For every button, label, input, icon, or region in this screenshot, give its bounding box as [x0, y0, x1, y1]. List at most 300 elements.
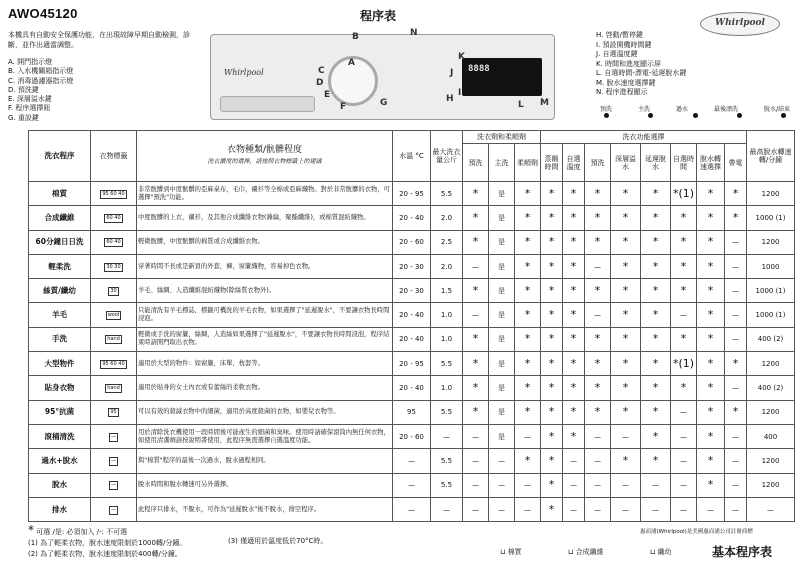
temperature: 20 - 30	[393, 254, 431, 278]
intro-text: 本機具有自動安全保護功能，在出現故障早期自動檢測，診斷，並作出適當調整。	[8, 31, 190, 49]
option-cell: 是	[489, 352, 515, 376]
care-label	[91, 254, 137, 278]
option-cell: —	[671, 424, 697, 448]
option-cell: *	[641, 376, 671, 400]
program-name: 手洗	[29, 327, 91, 351]
spin-speed: —	[747, 497, 795, 521]
option-cell: *	[541, 182, 563, 206]
temperature: 20 - 40	[393, 303, 431, 327]
table-row	[29, 376, 795, 400]
spin-speed: 400 (2)	[747, 376, 795, 400]
temperature: 20 - 40	[393, 206, 431, 230]
option-cell: 是	[489, 279, 515, 303]
fabric-description: 與"棉質"程序的最後一次過水，脫水過程相同。	[137, 449, 393, 473]
temperature: 20 - 95	[393, 182, 431, 206]
callout-c: C	[318, 66, 325, 76]
basic-program-table-label: 基本程序表	[712, 545, 773, 559]
col-group-detergent: 洗衣劑和柔順劑	[463, 131, 541, 144]
max-load: 1.5	[431, 279, 463, 303]
right-legend-item: L. 自選時間-漂電-延遲脫水鍵	[596, 69, 687, 77]
care-label	[91, 206, 137, 230]
option-cell: *	[611, 352, 641, 376]
option-cell: *	[697, 473, 725, 497]
option-cell: *	[725, 206, 747, 230]
option-cell: *	[463, 352, 489, 376]
option-cell: *	[697, 352, 725, 376]
fabric-description: 用於清除洗衣機使用一段時間後可能產生的細菌和臭味。使用時請確保滾筒內無任何衣物，如使用清潔劑請按說明書使用，此程序無需選擇自選溫度功能。	[137, 424, 393, 448]
option-cell: —	[585, 303, 611, 327]
option-cell: *	[725, 352, 747, 376]
care-label	[91, 182, 137, 206]
table-row	[29, 230, 795, 254]
care-label	[91, 497, 137, 521]
note-2: (2) 為了輕柔衣物，脫水速度限制於400轉/分鐘。	[28, 550, 182, 558]
option-cell: *	[641, 449, 671, 473]
indicator-dot	[693, 113, 698, 118]
option-cell: *	[697, 303, 725, 327]
table-row	[29, 327, 795, 351]
option-cell: *	[585, 279, 611, 303]
callout-g: G	[380, 98, 388, 108]
option-cell: —	[489, 473, 515, 497]
fabric-description: 輕微骯髒，中度骯髒的棉質或合成纖維衣物。	[137, 230, 393, 254]
max-load: 1.0	[431, 376, 463, 400]
spin-speed: 1200	[747, 400, 795, 424]
indicator-dot	[737, 113, 742, 118]
option-cell: *	[515, 230, 541, 254]
option-cell: *	[515, 279, 541, 303]
fabric-description: 此程序只排水，不脫水，可作為"延遲脫水"後不脫水，排空程序。	[137, 497, 393, 521]
option-cell: 是	[489, 327, 515, 351]
option-cell: —	[585, 449, 611, 473]
program-name: 羊毛	[29, 303, 91, 327]
care-synthetic-label: 合成纖維	[575, 548, 604, 556]
option-cell: *	[585, 206, 611, 230]
option-cell: *	[697, 230, 725, 254]
option-cell: —	[463, 449, 489, 473]
table-row	[29, 352, 795, 376]
right-legend-item: I. 預設開機時間鍵	[596, 40, 652, 49]
wash-symbol-icon: 95 60 40	[102, 360, 125, 367]
fabric-description: 適用於貼身的女士內衣或有蕾絲的柔軟衣物。	[137, 376, 393, 400]
program-name: 貼身衣物	[29, 376, 91, 400]
callout-l: L	[518, 100, 524, 110]
option-cell: *	[641, 424, 671, 448]
option-cell: *	[541, 279, 563, 303]
care-label	[91, 230, 137, 254]
option-cell: *	[563, 254, 585, 278]
wash-symbol-icon: hand	[107, 385, 120, 392]
types-note: 洗衣濃度的選擇，請按照衣物標籤上的建議	[207, 158, 322, 165]
callout-i: I	[458, 88, 462, 98]
option-cell: *	[611, 230, 641, 254]
option-cell: *	[641, 182, 671, 206]
col-program: 洗衣程序	[29, 131, 91, 182]
fabric-description: 可以有效的殺滅衣物中的細菌，適用於高度殺菌的衣物，如嬰兒衣物等。	[137, 400, 393, 424]
option-cell: *	[611, 400, 641, 424]
option-cell: *	[515, 254, 541, 278]
option-cell: —	[463, 473, 489, 497]
spin-speed: 400	[747, 424, 795, 448]
program-name: 滾桶清洗	[29, 424, 91, 448]
option-cell: 是	[489, 230, 515, 254]
option-cell: *	[463, 206, 489, 230]
option-cell: *	[725, 400, 747, 424]
option-cell: *	[585, 376, 611, 400]
max-load: 5.5	[431, 449, 463, 473]
wash-symbol-icon: wool	[107, 312, 120, 319]
option-cell: *	[515, 449, 541, 473]
max-load: 1.0	[431, 327, 463, 351]
option-cell: *	[541, 376, 563, 400]
program-name: 脫水	[29, 473, 91, 497]
temperature: 20 - 40	[393, 327, 431, 351]
option-cell: —	[611, 473, 641, 497]
option-cell: —	[563, 449, 585, 473]
spin-speed: 1000 (1)	[747, 303, 795, 327]
option-cell: *	[585, 327, 611, 351]
option-cell: *	[515, 182, 541, 206]
option-cell: —	[725, 473, 747, 497]
option-cell: —	[725, 327, 747, 351]
option-cell: —	[563, 473, 585, 497]
option-cell: *	[697, 376, 725, 400]
table-row	[29, 303, 795, 327]
indicator-label: 脫水/結束	[763, 106, 790, 113]
option-cell: —	[697, 497, 725, 521]
option-cell: —	[611, 497, 641, 521]
option-cell: *	[671, 327, 697, 351]
care-label	[91, 279, 137, 303]
fabric-description: 適用於大型的物件：如窗簾，床單，枕套等。	[137, 352, 393, 376]
option-cell: —	[489, 449, 515, 473]
fabric-description: 只能清洗有羊毛標誌，標籤可機洗的羊毛衣物，如果選擇了"延遲脫水"，不要讓衣物長時間浸泡。	[137, 303, 393, 327]
option-cell: —	[563, 497, 585, 521]
subcol-4: 自選溫度	[563, 144, 585, 182]
left-legend-item: B. 入水機關箱指示燈	[8, 67, 74, 76]
subcol-5: 預洗	[585, 144, 611, 182]
program-name: 合成纖維	[29, 206, 91, 230]
subcol-7: 延遲脫水	[641, 144, 671, 182]
right-legend	[596, 31, 686, 98]
option-cell: *	[611, 206, 641, 230]
option-cell: *(1)	[671, 182, 697, 206]
option-cell: *	[611, 182, 641, 206]
option-cell: *	[563, 400, 585, 424]
option-cell: *	[697, 254, 725, 278]
fabric-description: 非常骯髒到中度骯髒的亞麻桌布，毛巾，襯衫等全棉或亞麻織物。對於非常骯髒的衣物，可選擇"預洗"功能。	[137, 182, 393, 206]
option-cell: —	[671, 449, 697, 473]
program-name: 大型物件	[29, 352, 91, 376]
option-cell: *	[671, 254, 697, 278]
star-symbol: *	[28, 523, 34, 537]
col-group-functions: 洗衣功能選擇	[541, 131, 747, 144]
option-cell: *	[515, 303, 541, 327]
fabric-description: 脫水時間和脫水轉速可另外選擇。	[137, 473, 393, 497]
option-cell: *	[641, 206, 671, 230]
spin-speed: 1000	[747, 254, 795, 278]
option-cell: *	[541, 230, 563, 254]
option-cell: —	[725, 497, 747, 521]
option-cell: *	[611, 449, 641, 473]
option-cell: *	[541, 327, 563, 351]
spin-speed: 1200	[747, 473, 795, 497]
subcol-1: 主洗	[489, 144, 515, 182]
option-cell: 是	[489, 424, 515, 448]
wash-symbol-icon: —	[111, 433, 116, 440]
page-title: 程序表	[360, 9, 397, 23]
max-load: 1.0	[431, 303, 463, 327]
option-cell: —	[585, 473, 611, 497]
spin-speed: 1000 (1)	[747, 206, 795, 230]
right-legend-item: N. 程序進程顯示	[596, 88, 648, 96]
wash-symbol-icon: —	[111, 457, 116, 464]
care-label	[91, 424, 137, 448]
wash-symbol-icon: 95 60 40	[102, 190, 125, 197]
temperature: 20 - 40	[393, 376, 431, 400]
table-row	[29, 279, 795, 303]
program-name: 過水+脫水	[29, 449, 91, 473]
option-cell: *	[671, 376, 697, 400]
program-name: 排水	[29, 497, 91, 521]
max-load: —	[431, 497, 463, 521]
option-cell: —	[671, 303, 697, 327]
program-name: 棉質	[29, 182, 91, 206]
care-delicate-label: 纖幼	[657, 548, 672, 556]
table-row	[29, 182, 795, 206]
progress-indicators	[600, 104, 790, 118]
wash-symbol-icon: hand	[107, 336, 120, 343]
option-cell: *	[585, 182, 611, 206]
left-legend	[8, 58, 73, 123]
option-cell: —	[463, 254, 489, 278]
subcol-6: 深層溢水	[611, 144, 641, 182]
program-name: 絲質/纖幼	[29, 279, 91, 303]
temperature: —	[393, 449, 431, 473]
callout-e: E	[324, 90, 331, 100]
types-title: 衣物種類/骯髒程度	[226, 145, 303, 155]
spin-speed: 1200	[747, 352, 795, 376]
table-row	[29, 254, 795, 278]
option-cell: —	[671, 473, 697, 497]
option-cell: *	[463, 327, 489, 351]
option-cell: *	[463, 279, 489, 303]
option-cell: *	[697, 279, 725, 303]
option-cell: —	[515, 424, 541, 448]
temperature: 20 - 60	[393, 424, 431, 448]
option-cell: *	[541, 400, 563, 424]
indicator-dot	[648, 113, 653, 118]
option-cell: 是	[489, 303, 515, 327]
indicator-labels	[600, 104, 790, 113]
care-synthetic: ⊔ 合成纖維	[567, 548, 604, 556]
option-cell: *	[515, 376, 541, 400]
option-cell: *	[641, 400, 671, 424]
option-cell: —	[489, 497, 515, 521]
spin-speed: 1200	[747, 182, 795, 206]
option-cell: —	[671, 400, 697, 424]
wash-symbol-icon: —	[111, 482, 116, 489]
callout-a: A	[348, 58, 355, 68]
option-cell: *	[611, 254, 641, 278]
wash-symbol-icon: —	[111, 506, 116, 513]
footer-legend	[28, 525, 186, 538]
col-load: 最大洗衣量公斤	[431, 131, 463, 182]
option-cell: *	[671, 206, 697, 230]
col-spin: 最高脫水轉速轉/分鐘	[747, 131, 795, 182]
fabric-description: 穿著時間不長或是新買的外套，褲，窗簾織物，容易掉色衣物。	[137, 254, 393, 278]
option-cell: *	[641, 327, 671, 351]
callout-k: K	[458, 52, 465, 62]
program-name: 60分鐘日日洗	[29, 230, 91, 254]
table-row	[29, 400, 795, 424]
option-cell: —	[463, 303, 489, 327]
whirlpool-logo: Whirlpool	[700, 12, 780, 36]
option-cell: —	[725, 449, 747, 473]
spin-speed: 400 (2)	[747, 327, 795, 351]
option-cell: *	[641, 303, 671, 327]
option-cell: *	[725, 182, 747, 206]
control-panel-diagram	[200, 28, 570, 128]
option-cell: 是	[489, 376, 515, 400]
left-legend-item: C. 消毒過濾器指示燈	[8, 76, 74, 85]
spin-speed: 1200	[747, 449, 795, 473]
left-legend-item: A. 開門指示燈	[8, 58, 53, 66]
option-cell: —	[725, 230, 747, 254]
option-cell: *	[463, 400, 489, 424]
care-label	[91, 473, 137, 497]
option-cell: 是	[489, 182, 515, 206]
option-cell: —	[515, 497, 541, 521]
subcol-3: 蒸餾時間	[541, 144, 563, 182]
table-row	[29, 206, 795, 230]
option-cell: *	[697, 182, 725, 206]
col-label: 衣物標籤	[91, 131, 137, 182]
care-label	[91, 327, 137, 351]
option-cell: *	[563, 303, 585, 327]
option-cell: *	[541, 424, 563, 448]
max-load: 5.5	[431, 400, 463, 424]
model-number: AWO45120	[8, 6, 78, 21]
option-cell: —	[725, 254, 747, 278]
option-cell: *	[515, 352, 541, 376]
table-row	[29, 473, 795, 497]
option-cell: *	[611, 303, 641, 327]
option-cell: 是	[489, 206, 515, 230]
wash-symbol-icon: 60 40	[106, 214, 121, 221]
table-row	[29, 449, 795, 473]
care-label	[91, 352, 137, 376]
max-load: 5.5	[431, 473, 463, 497]
max-load: —	[431, 424, 463, 448]
option-cell: 是	[489, 400, 515, 424]
care-label	[91, 376, 137, 400]
indicator-label: 預洗	[600, 106, 613, 113]
fabric-description: 輕微或手洗的窗簾，絲綢，人造絲如果選擇了"延遲脫水"，不要讓衣物長時間浸泡，程序結束時請開門取出衣物。	[137, 327, 393, 351]
care-cotton-label: 棉質	[507, 548, 522, 556]
table-row	[29, 497, 795, 521]
option-cell: *	[697, 327, 725, 351]
fabric-description: 羊毛、絲綢、人造纖維混紡織物(除絲質衣物外)。	[137, 279, 393, 303]
trademark-note: 惠而浦(Whirlpool)是美國惠而浦公司註冊商標	[640, 529, 753, 535]
wash-symbol-icon: 95	[110, 409, 117, 416]
option-cell: *	[563, 352, 585, 376]
option-cell: *	[641, 230, 671, 254]
option-cell: *	[585, 230, 611, 254]
footer-notes	[28, 523, 328, 560]
option-cell: *(1)	[671, 352, 697, 376]
detergent-drawer	[220, 96, 315, 112]
indicator-dot	[604, 113, 609, 118]
option-cell: —	[515, 473, 541, 497]
option-cell: —	[611, 424, 641, 448]
subcol-8: 自選時間	[671, 144, 697, 182]
option-cell: *	[697, 449, 725, 473]
care-label	[91, 400, 137, 424]
option-cell: *	[697, 206, 725, 230]
wash-symbol-icon: 30 30	[106, 263, 121, 270]
temperature: 20 - 60	[393, 230, 431, 254]
right-legend-item: H. 啓動/暫停鍵	[596, 31, 643, 39]
left-legend-item: E. 深層溢水鍵	[8, 95, 52, 104]
subcol-2: 柔順劑	[515, 144, 541, 182]
option-cell: —	[585, 497, 611, 521]
option-cell: *	[515, 400, 541, 424]
option-cell: —	[671, 497, 697, 521]
indicator-dot	[781, 113, 786, 118]
option-cell: *	[611, 376, 641, 400]
care-symbols	[500, 547, 716, 557]
care-label	[91, 449, 137, 473]
subcol-0: 預洗	[463, 144, 489, 182]
option-cell: *	[641, 279, 671, 303]
panel-logo: Whirlpool	[224, 68, 264, 77]
option-cell: *	[585, 352, 611, 376]
spin-speed: 1200	[747, 230, 795, 254]
option-cell: *	[563, 376, 585, 400]
option-cell: —	[725, 303, 747, 327]
option-cell: *	[463, 230, 489, 254]
option-cell: *	[585, 400, 611, 424]
indicator-label: 最後漂洗	[713, 106, 738, 113]
fabric-description: 中度骯髒的上衣，襯衫，及其他合成纖維衣物(滌綸，聚酯纖維)，或棉質混紡織物。	[137, 206, 393, 230]
max-load: 2.5	[431, 230, 463, 254]
option-cell: —	[641, 497, 671, 521]
right-legend-item: K. 時間和進度顯示屏	[596, 59, 662, 68]
callout-j: J	[450, 68, 454, 78]
care-cotton: ⊔ 棉質	[500, 548, 522, 556]
option-cell: *	[641, 352, 671, 376]
indicator-dots	[600, 113, 790, 118]
option-cell: *	[671, 230, 697, 254]
col-temp: 水溫 °C	[393, 131, 431, 182]
option-cell: *	[563, 206, 585, 230]
indicator-label: 過水	[675, 106, 688, 113]
callout-h: H	[446, 94, 454, 104]
option-cell: *	[541, 449, 563, 473]
option-cell: *	[641, 254, 671, 278]
callout-d: D	[316, 78, 324, 88]
max-load: 2.0	[431, 254, 463, 278]
temperature: 20 - 30	[393, 279, 431, 303]
option-cell: —	[585, 254, 611, 278]
option-cell: *	[611, 279, 641, 303]
option-cell: *	[541, 206, 563, 230]
option-cell: *	[541, 254, 563, 278]
note-1: (1) 為了輕柔衣物，脫水速度限制於1000轉/分鐘。	[28, 539, 187, 547]
option-cell: —	[641, 473, 671, 497]
callout-b: B	[352, 32, 359, 42]
